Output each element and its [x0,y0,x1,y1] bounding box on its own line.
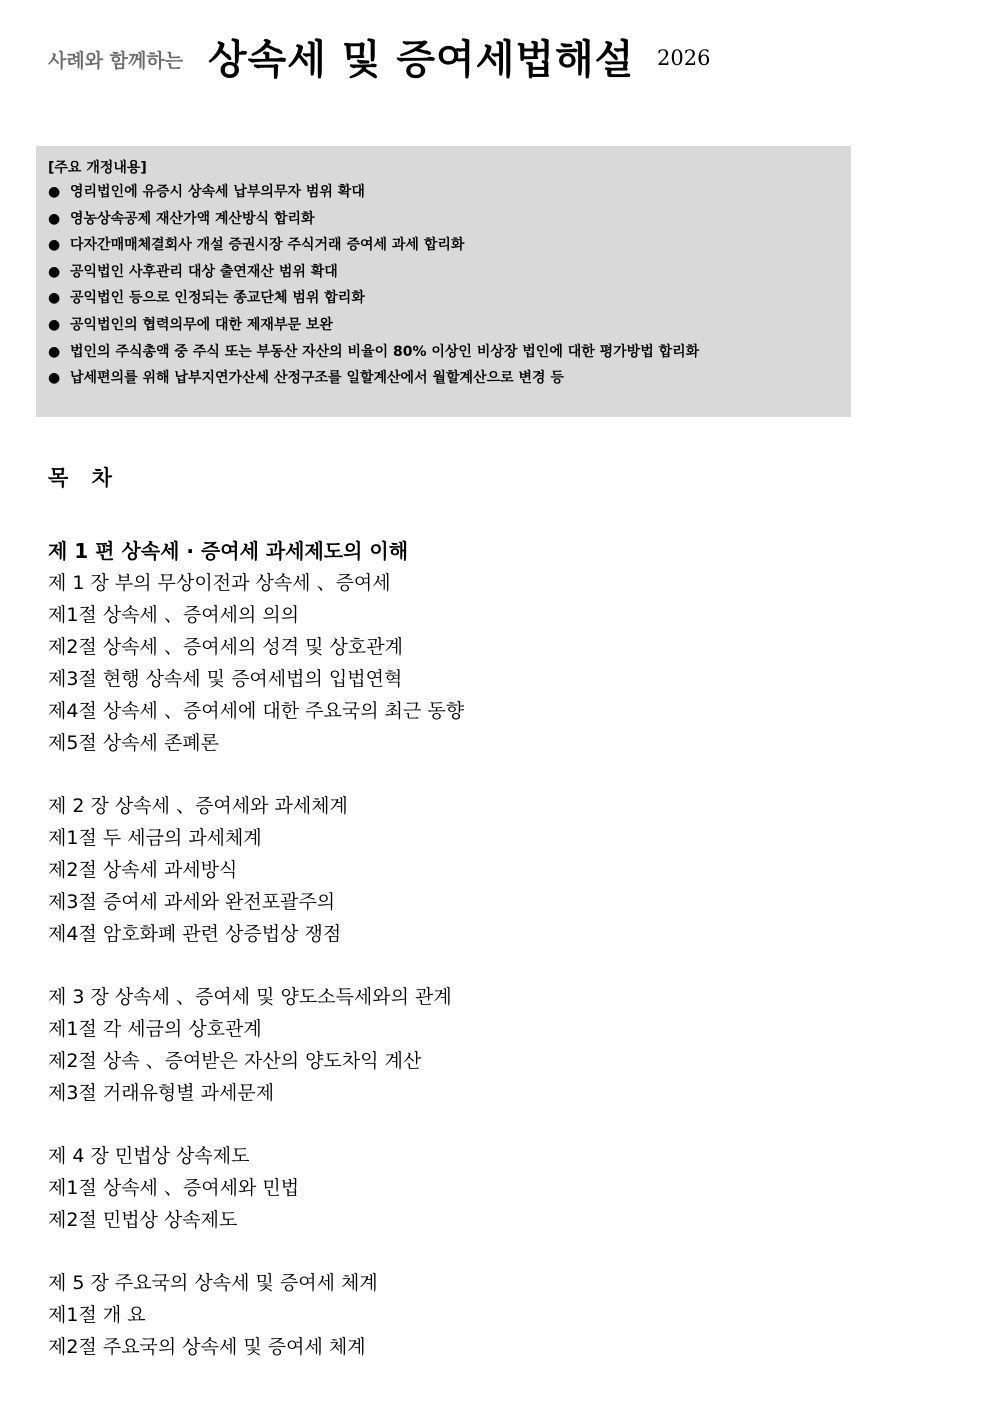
bullet-icon: ● [48,290,61,307]
revision-item-text: 공익법인의 협력의무에 대한 제재부문 보완 [70,316,333,333]
toc-spacer [48,1236,948,1267]
bullet-icon: ● [48,210,61,227]
toc-section: 제3절 증여세 과세와 완전포괄주의 [48,891,336,913]
toc-spacer [48,1109,948,1140]
revision-item [48,262,851,289]
revision-item-text: 영리법인에 유증시 상속세 납부의무자 범위 확대 [70,184,365,200]
revision-item [48,288,851,315]
toc-section: 제1절 두 세금의 과세체계 [48,827,262,849]
revision-item [48,368,851,395]
toc-spacer [48,759,948,790]
toc-chapter: 제 3 장 상속세 、증여세 및 양도소득세와의 관계 [48,986,452,1008]
edition-year: 2026 [657,46,711,70]
toc-section: 제1절 각 세금의 상호관계 [48,1018,262,1040]
revision-item-text: 법인의 주식총액 중 주식 또는 부동산 자산의 비율이 80% 이상인 비상장 법인에 대한 평가방법 합리화 [70,343,700,360]
toc-chapter: 제 1 장 부의 무상이전과 상속세 、증여세 [48,572,391,594]
toc-section: 제2절 민법상 상속제도 [48,1209,238,1231]
bullet-icon: ● [48,316,61,333]
toc-section: 제2절 상속 、증여받은 자산의 양도차익 계산 [48,1050,422,1072]
document-title: 상속세 및 증여세법해설 [208,37,635,83]
revision-item [48,235,851,262]
toc-section: 제2절 상속세 과세방식 [48,859,238,881]
toc-spacer [48,950,948,981]
toc-chapter: 제 4 장 민법상 상속제도 [48,1145,250,1167]
toc-section: 제1절 개 요 [48,1304,146,1326]
header-prefix: 사례와 함께하는 [48,50,184,72]
revision-box-title: [주요 개정내용] [48,160,147,176]
toc-section: 제5절 상속세 존폐론 [48,732,219,754]
revision-item [48,182,851,209]
toc-section: 제1절 상속세 、증여세의 의의 [48,604,300,626]
revision-item [48,315,851,342]
bullet-icon: ● [48,263,61,280]
toc-part-title: 제 1 편 상속세 · 증여세 과세제도의 이해 [48,539,409,563]
bullet-icon: ● [48,370,61,387]
revision-summary-box [36,146,851,417]
revision-item-text: 납세편의를 위해 납부지연가산세 산정구조를 일할계산에서 월할계산으로 변경 등 [70,370,564,387]
toc-section: 제4절 암호화폐 관련 상증법상 쟁점 [48,923,342,945]
toc-section: 제3절 거래유형별 과세문제 [48,1082,275,1104]
toc-section: 제4절 상속세 、증여세에 대한 주요국의 최근 동향 [48,700,465,722]
bullet-icon: ● [48,343,61,360]
bullet-icon: ● [48,237,61,254]
table-of-contents [48,535,948,1363]
toc-section: 제1절 상속세 、증여세와 민법 [48,1177,300,1199]
revision-item-text: 영농상속공제 재산가액 계산방식 합리화 [70,210,315,227]
revision-item [48,342,851,369]
bullet-icon: ● [48,184,61,200]
toc-chapter: 제 2 장 상속세 、증여세와 과세체계 [48,795,348,817]
toc-section: 제2절 상속세 、증여세의 성격 및 상호관계 [48,636,403,658]
document-header [48,24,948,84]
toc-chapter: 제 5 장 주요국의 상속세 및 증여세 체계 [48,1272,378,1294]
toc-section: 제3절 현행 상속세 및 증여세법의 입법연혁 [48,668,403,690]
toc-heading: 목 차 [48,466,120,490]
revision-item [48,209,851,236]
toc-section: 제2절 주요국의 상속세 및 증여세 체계 [48,1336,366,1358]
revision-item-text: 공익법인 등으로 인정되는 종교단체 범위 합리화 [70,290,365,307]
revision-item-text: 공익법인 사후관리 대상 출연재산 범위 확대 [70,263,338,280]
revision-item-text: 다자간매매체결회사 개설 증권시장 주식거래 증여세 과세 합리화 [70,237,465,254]
